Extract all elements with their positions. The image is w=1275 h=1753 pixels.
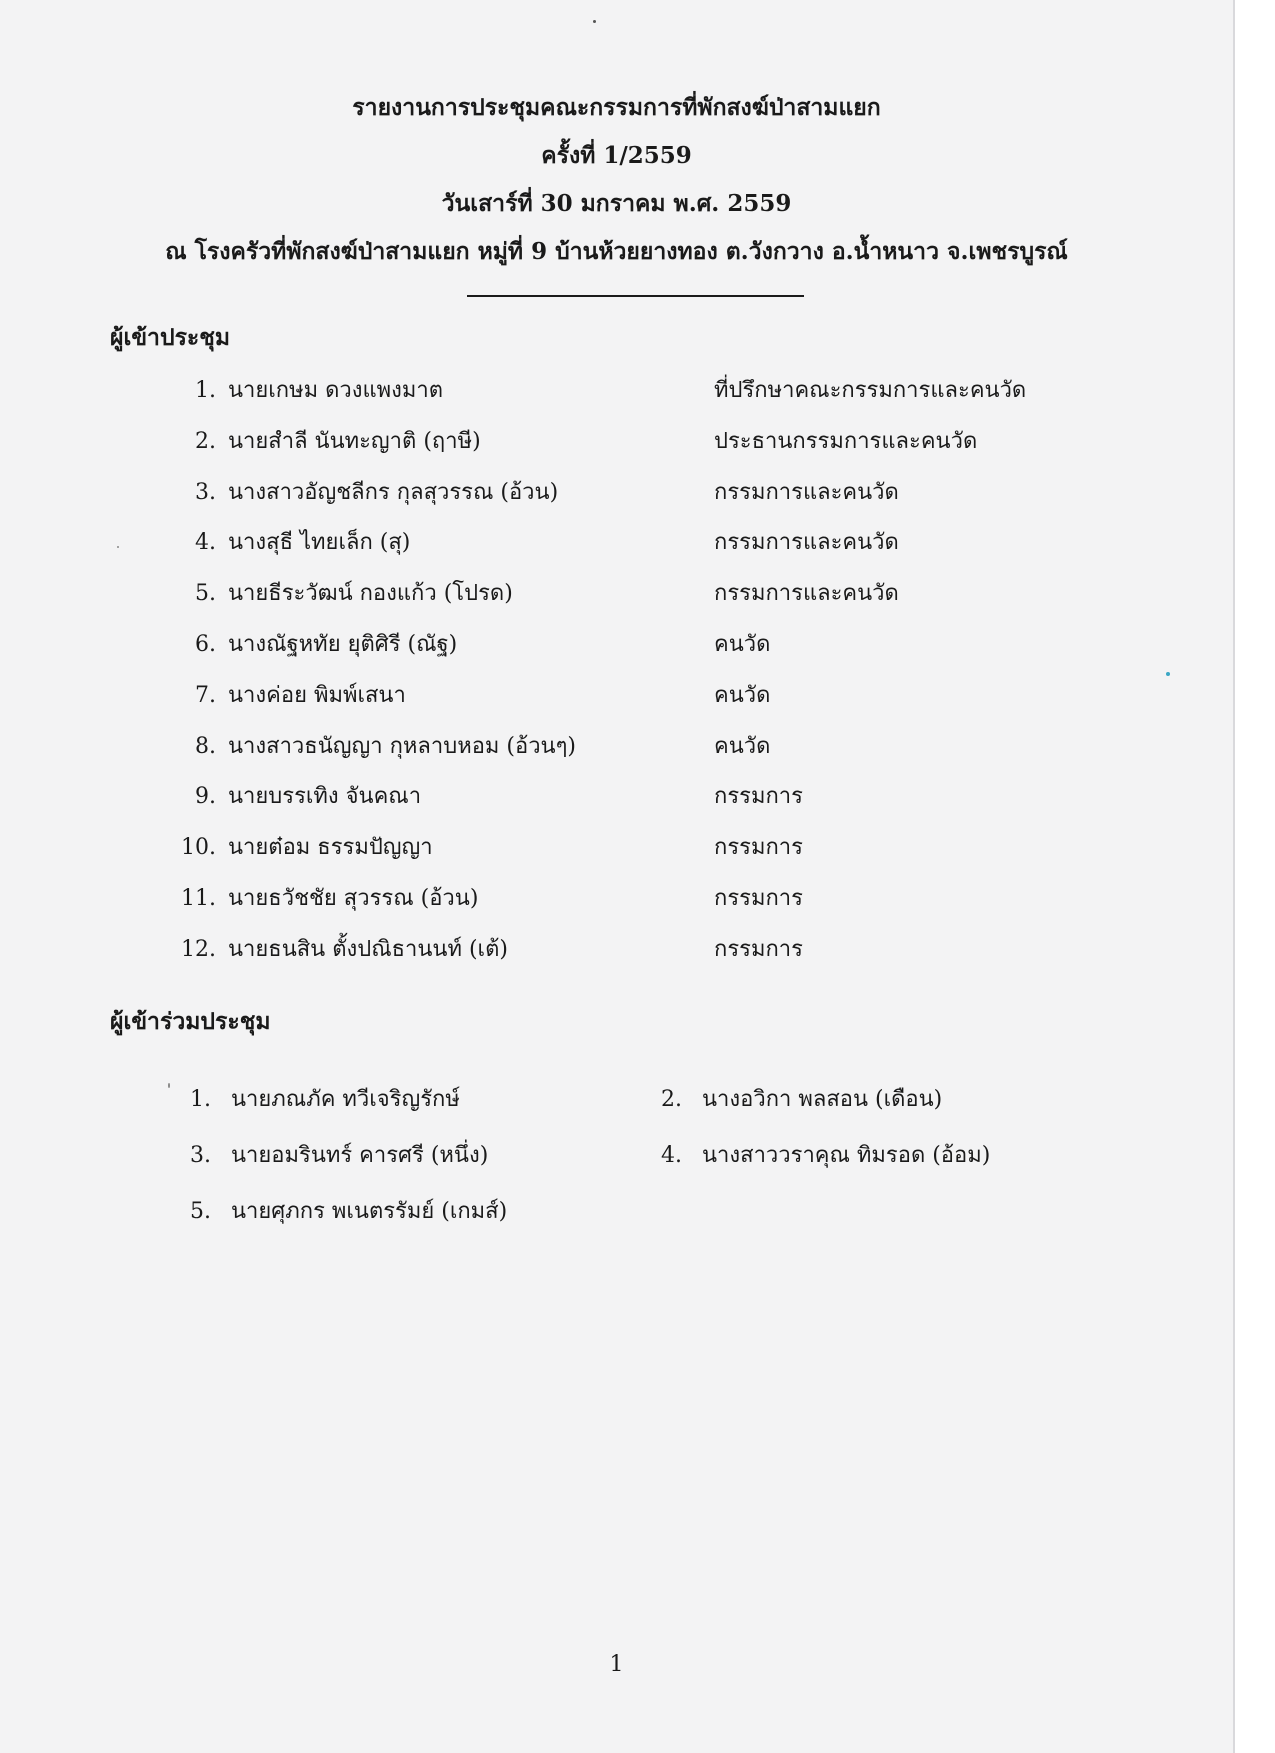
attendee-name: นายธนสิน ตั้งปณิธานนท์ (เต้) [228, 936, 508, 962]
scan-speck [593, 20, 596, 23]
list-item [0, 366, 1233, 417]
list-item [0, 671, 1233, 722]
attendee-name: นางสาวธนัญญา กุหลาบหอม (อ้วนๆ) [228, 733, 576, 759]
item-number: 10. [181, 835, 216, 861]
list-item [190, 1074, 460, 1126]
attendee-role: กรรมการ [714, 835, 803, 861]
participant-name: นายอมรินทร์ คารศรี (หนึ่ง) [231, 1143, 489, 1168]
attendee-role: คนวัด [714, 631, 771, 657]
list-item [0, 874, 1233, 925]
list-item [0, 620, 1233, 671]
attendee-name: นางณัฐหทัย ยุติศิรี (ณัฐ) [228, 631, 458, 657]
attendee-role: กรรมการ [714, 936, 803, 962]
list-item [661, 1074, 942, 1126]
attendee-role: กรรมการและคนวัด [714, 581, 899, 607]
meeting-location: ณ โรงครัวที่พักสงฆ์ป่าสามแยก หมู่ที่ 9 บ้านห้วยยางทอง ต.วังกวาง อ.น้ำหนาว จ.เพชรบูรณ์ [165, 238, 1068, 265]
attendees-list [0, 366, 1233, 976]
page-number: 1 [609, 1652, 624, 1677]
item-number: 3. [195, 479, 216, 505]
attendee-role: คนวัด [714, 733, 771, 759]
item-number: 4. [661, 1143, 682, 1168]
attendee-name: นายธวัชชัย สุวรรณ (อ้วน) [228, 885, 479, 911]
attendee-name: นางค่อย พิมพ์เสนา [228, 682, 406, 708]
list-item [0, 569, 1233, 620]
list-item [661, 1130, 990, 1182]
list-item [190, 1130, 488, 1182]
scan-speck [117, 546, 119, 548]
attendee-name: นายเกษม ดวงแพงมาต [228, 378, 444, 403]
list-item [0, 722, 1233, 773]
attendee-name: นายธีระวัฒน์ กองแก้ว (โปรด) [228, 581, 513, 607]
participant-name: นางอวิกา พลสอน (เดือน) [702, 1087, 943, 1112]
attendee-name: นางสาวอัญชลีกร กุลสุวรรณ (อ้วน) [228, 479, 559, 505]
attendee-role: ที่ปรึกษาคณะกรรมการและคนวัด [714, 378, 1027, 403]
attendee-name: นายบรรเทิง จันคณา [228, 784, 422, 810]
item-number: 3. [190, 1143, 211, 1168]
list-item [190, 1186, 507, 1238]
header-divider [467, 295, 804, 297]
attendee-role: ประธานกรรมการและคนวัด [714, 428, 978, 454]
attendee-role: กรรมการ [714, 784, 803, 810]
participant-name: นายภณภัค ทวีเจริญรักษ์ [231, 1087, 460, 1112]
attendee-name: นางสุธี ไทยเล็ก (สุ) [228, 530, 411, 556]
report-title: รายงานการประชุมคณะกรรมการที่พักสงฆ์ป่าสามแยก [352, 94, 881, 121]
item-number: 4. [195, 530, 216, 556]
list-item [0, 518, 1233, 569]
attendee-name: นายสำลี นันทะญาติ (ฤาษี) [228, 428, 481, 454]
participant-name: นางสาววราคุณ ทิมรอด (อ้อม) [702, 1143, 991, 1168]
item-number: 5. [195, 581, 216, 607]
attendee-role: กรรมการและคนวัด [714, 479, 899, 505]
item-number: 11. [181, 885, 216, 911]
scan-speck [1166, 672, 1170, 676]
meeting-number: ครั้งที่ 1/2559 [541, 142, 692, 169]
item-number: 5. [190, 1199, 211, 1224]
attendees-heading: ผู้เข้าประชุม [110, 324, 231, 351]
item-number: 1. [195, 378, 216, 403]
scan-speck [168, 1083, 170, 1088]
attendee-role: กรรมการและคนวัด [714, 530, 899, 556]
item-number: 8. [195, 733, 216, 759]
meeting-date: วันเสาร์ที่ 30 มกราคม พ.ศ. 2559 [441, 190, 792, 217]
list-item [0, 823, 1233, 874]
item-number: 2. [661, 1087, 682, 1112]
list-item [0, 772, 1233, 823]
scan-edge [1233, 0, 1275, 1753]
item-number: 1. [190, 1087, 211, 1112]
list-item [0, 417, 1233, 468]
document-header [0, 84, 1233, 276]
attendee-role: กรรมการ [714, 885, 803, 911]
item-number: 6. [195, 631, 216, 657]
participants-heading: ผู้เข้าร่วมประชุม [110, 1008, 271, 1035]
list-item [0, 925, 1233, 976]
item-number: 9. [195, 784, 216, 810]
item-number: 7. [195, 682, 216, 708]
list-item [0, 468, 1233, 519]
item-number: 12. [181, 936, 216, 962]
attendee-role: คนวัด [714, 682, 771, 708]
item-number: 2. [195, 428, 216, 454]
participant-name: นายศุภกร พเนตรรัมย์ (เกมส์) [231, 1199, 508, 1224]
attendee-name: นายต๋อม ธรรมปัญญา [228, 835, 433, 861]
